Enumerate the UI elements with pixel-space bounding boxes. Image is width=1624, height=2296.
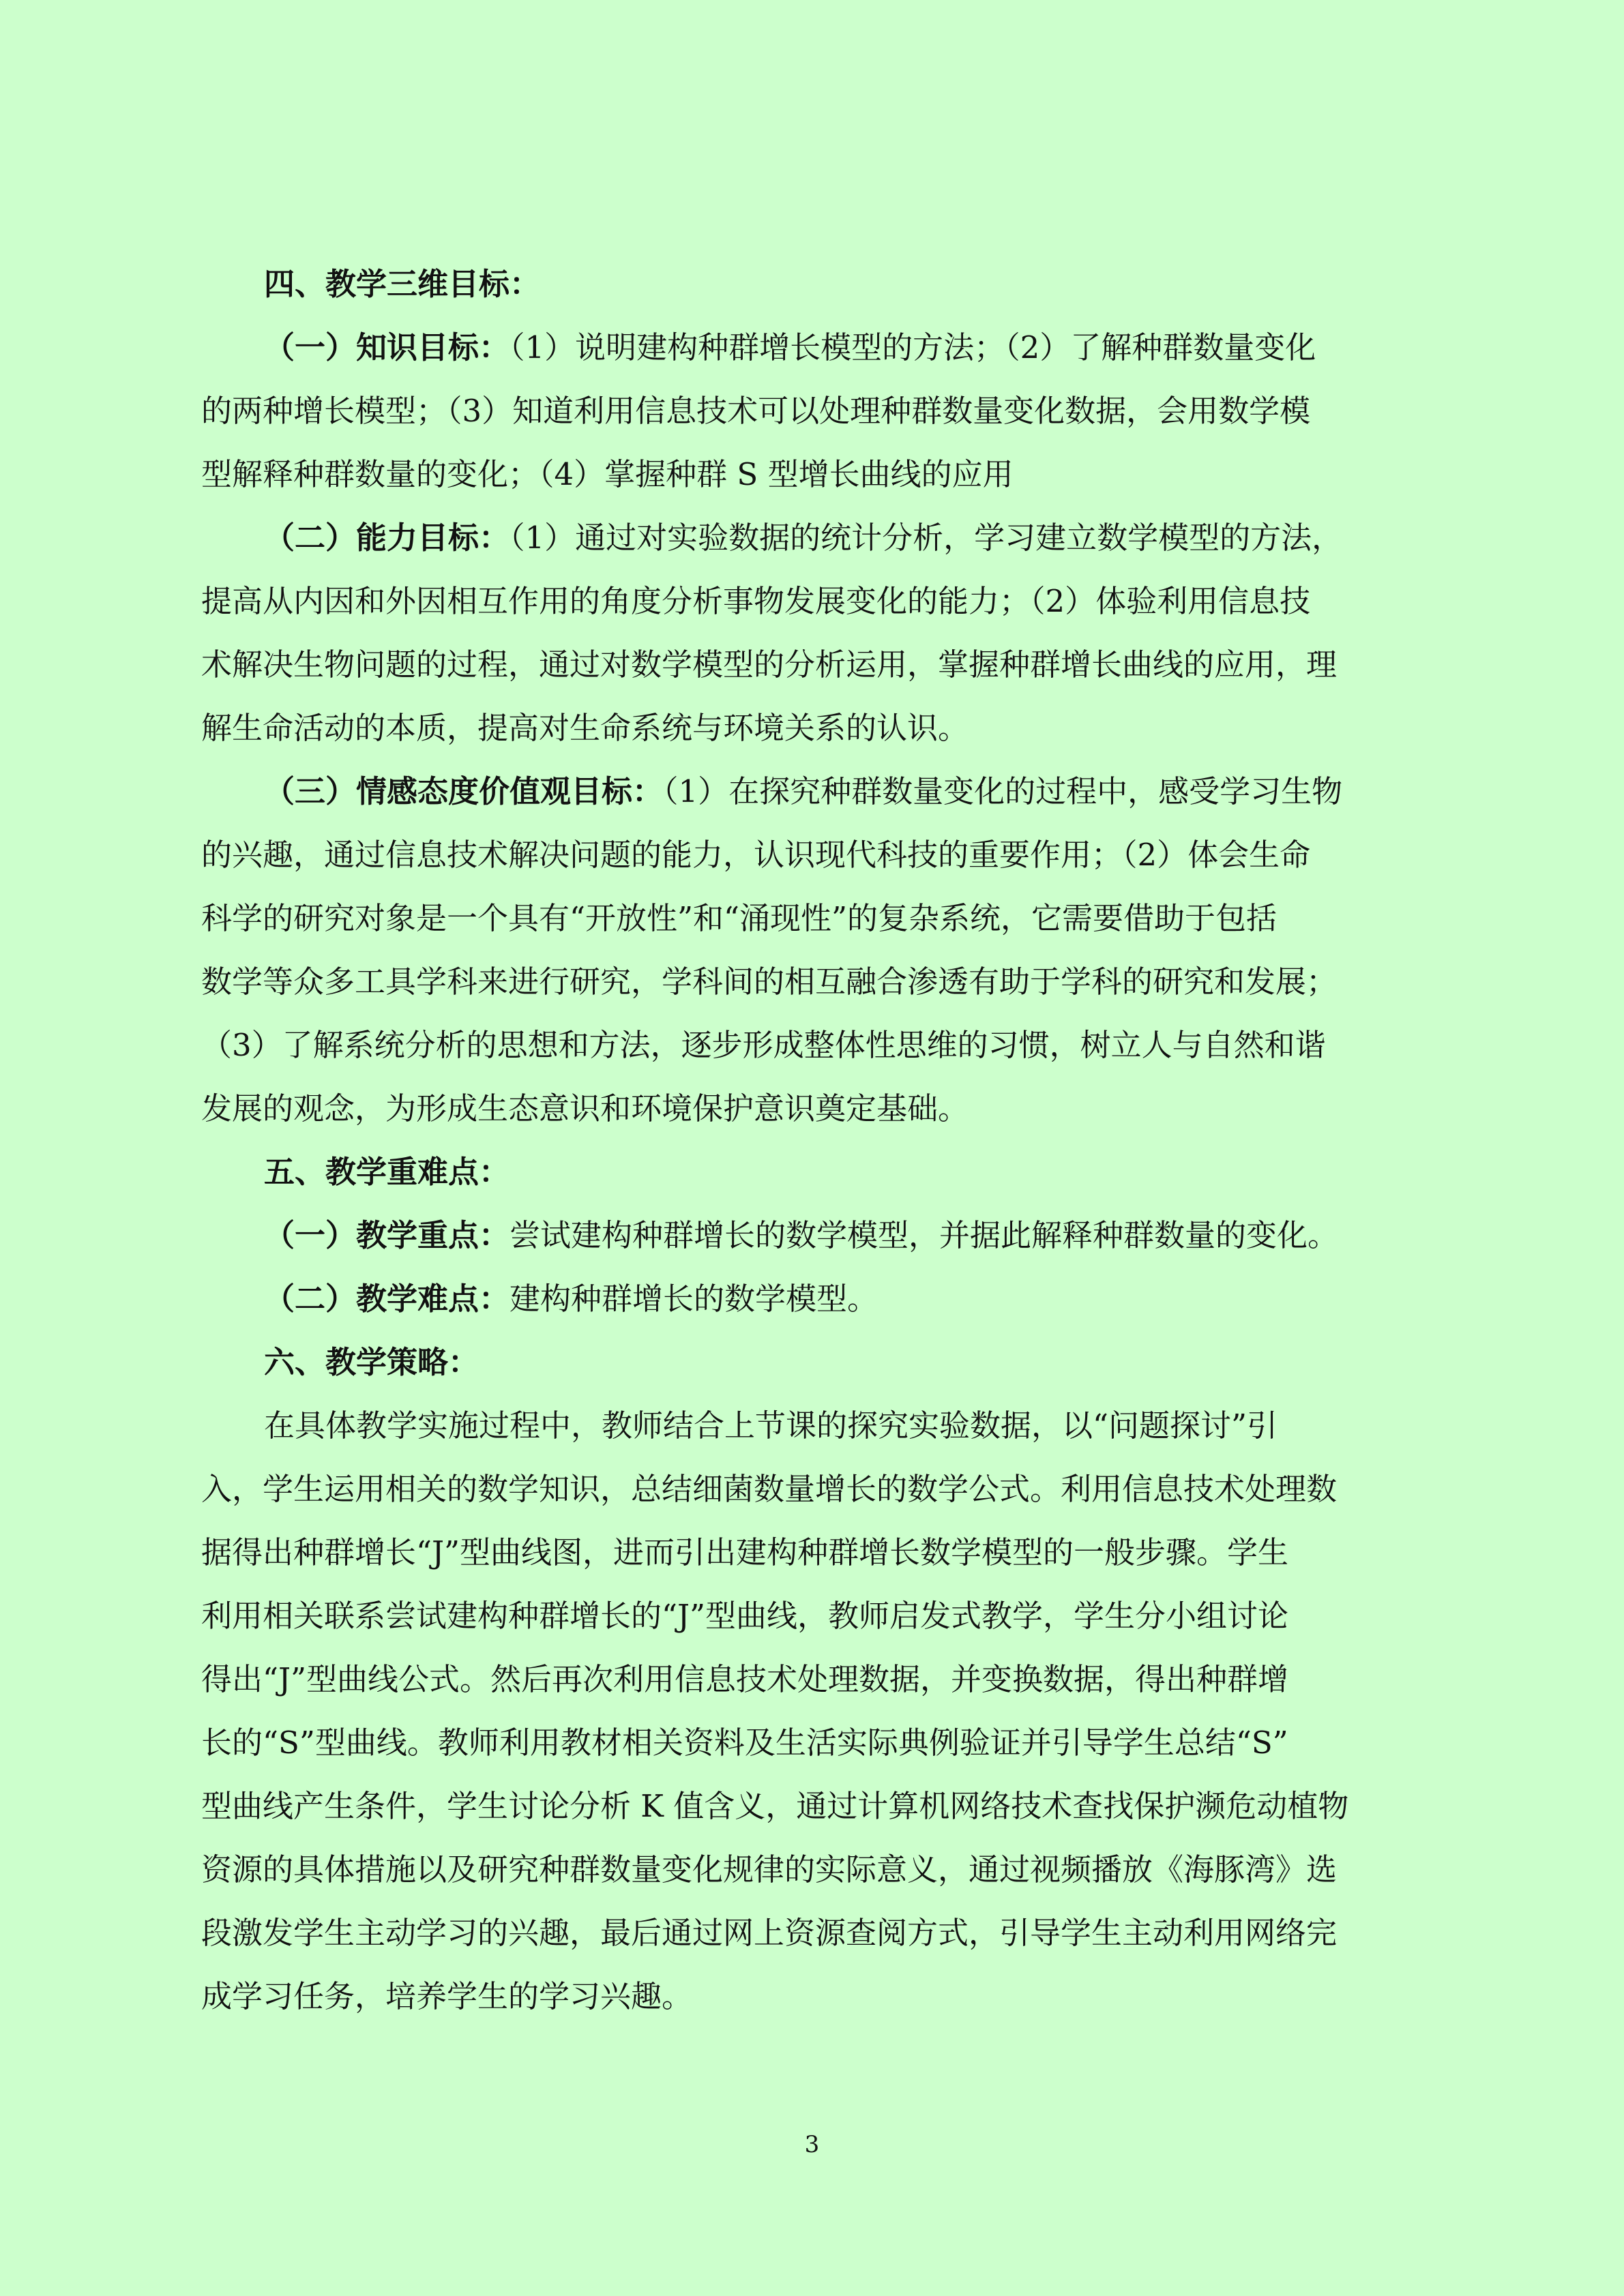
paragraph-line: 的兴趣，通过信息技术解决问题的能力，认识现代科技的重要作用；（2）体会生命	[201, 837, 1311, 873]
paragraph-line: 发展的观念，为形成生态意识和环境保护意识奠定基础。	[201, 1090, 969, 1127]
paragraph-line: 据得出种群增长“J”型曲线图，进而引出建构种群增长数学模型的一般步骤。学生	[201, 1534, 1289, 1570]
paragraph-line: 长的“S”型曲线。教师利用教材相关资料及生活实际典例验证并引导学生总结“S”	[201, 1725, 1288, 1761]
paragraph-line	[201, 506, 1415, 569]
paragraph-line: 在具体教学实施过程中，教师结合上节课的探究实验数据，以“问题探讨”引	[264, 1407, 1278, 1444]
paragraph-line: 得出“J”型曲线公式。然后再次利用信息技术处理数据，并变换数据，得出种群增	[201, 1661, 1289, 1697]
paragraph-text: 尝试建构种群增长的数学模型，并据此解释种群数量的变化。	[510, 1217, 1339, 1253]
paragraph-line: 型曲线产生条件，学生讨论分析 K 值含义，通过计算机网络技术查找保护濒危动植物	[201, 1788, 1349, 1824]
section-heading: 四、教学三维目标：	[264, 266, 541, 302]
paragraph-line	[201, 1267, 1415, 1330]
subheading-label: （一）知识目标：	[264, 329, 510, 366]
paragraph-line	[201, 1204, 1415, 1267]
paragraph-line: 利用相关联系尝试建构种群增长的“J”型曲线，教师启发式教学，学生分小组讨论	[201, 1598, 1289, 1634]
paragraph-line: 提高从内因和外因相互作用的角度分析事物发展变化的能力；（2）体验利用信息技	[201, 583, 1311, 619]
section-heading: 六、教学策略：	[264, 1344, 479, 1380]
paragraph-text: （1）在探究种群数量变化的过程中，感受学习生物	[663, 773, 1343, 809]
paragraph-line: 数学等众多工具学科来进行研究，学科间的相互融合渗透有助于学科的研究和发展；	[201, 964, 1338, 1000]
paragraph-line: 术解决生物问题的过程，通过对数学模型的分析运用，掌握种群增长曲线的应用，理	[201, 646, 1338, 683]
subheading-label: （一）教学重点：	[264, 1217, 510, 1253]
paragraph-line: 段激发学生主动学习的兴趣，最后通过网上资源查阅方式，引导学生主动利用网络完	[201, 1915, 1338, 1951]
subheading-label: （二）能力目标：	[264, 520, 510, 556]
paragraph-line: 入，学生运用相关的数学知识，总结细菌数量增长的数学公式。利用信息技术处理数	[201, 1471, 1338, 1507]
paragraph-text: 建构种群增长的数学模型。	[510, 1281, 879, 1317]
section-heading: 五、教学重难点：	[264, 1154, 510, 1190]
paragraph-line: 科学的研究对象是一个具有“开放性”和“涌现性”的复杂系统，它需要借助于包括	[201, 900, 1278, 936]
paragraph-text: （1）说明建构种群增长模型的方法；（2）了解种群数量变化	[510, 329, 1316, 366]
paragraph-line: 成学习任务，培养学生的学习兴趣。	[201, 1978, 693, 2014]
subheading-label: （三）情感态度价值观目标：	[264, 773, 664, 809]
paragraph-line: 型解释种群数量的变化；（4）掌握种群 S 型增长曲线的应用	[201, 456, 1014, 492]
paragraph-line	[201, 316, 1415, 379]
paragraph-line: 资源的具体措施以及研究种群数量变化规律的实际意义，通过视频播放《海豚湾》选	[201, 1851, 1338, 1888]
subheading-label: （二）教学难点：	[264, 1281, 510, 1317]
paragraph-line: 的两种增长模型；（3）知道利用信息技术可以处理种群数量变化数据，会用数学模	[201, 393, 1311, 429]
paragraph-line: 解生命活动的本质，提高对生命系统与环境关系的认识。	[201, 710, 969, 746]
paragraph-text: （1）通过对实验数据的统计分析，学习建立数学模型的方法，	[510, 520, 1343, 556]
page-content	[201, 252, 1415, 2028]
paragraph-line	[201, 760, 1415, 823]
paragraph-line: （3）了解系统分析的思想和方法，逐步形成整体性思维的习惯，树立人与自然和谐	[201, 1027, 1326, 1063]
page-number: 3	[804, 2131, 820, 2158]
